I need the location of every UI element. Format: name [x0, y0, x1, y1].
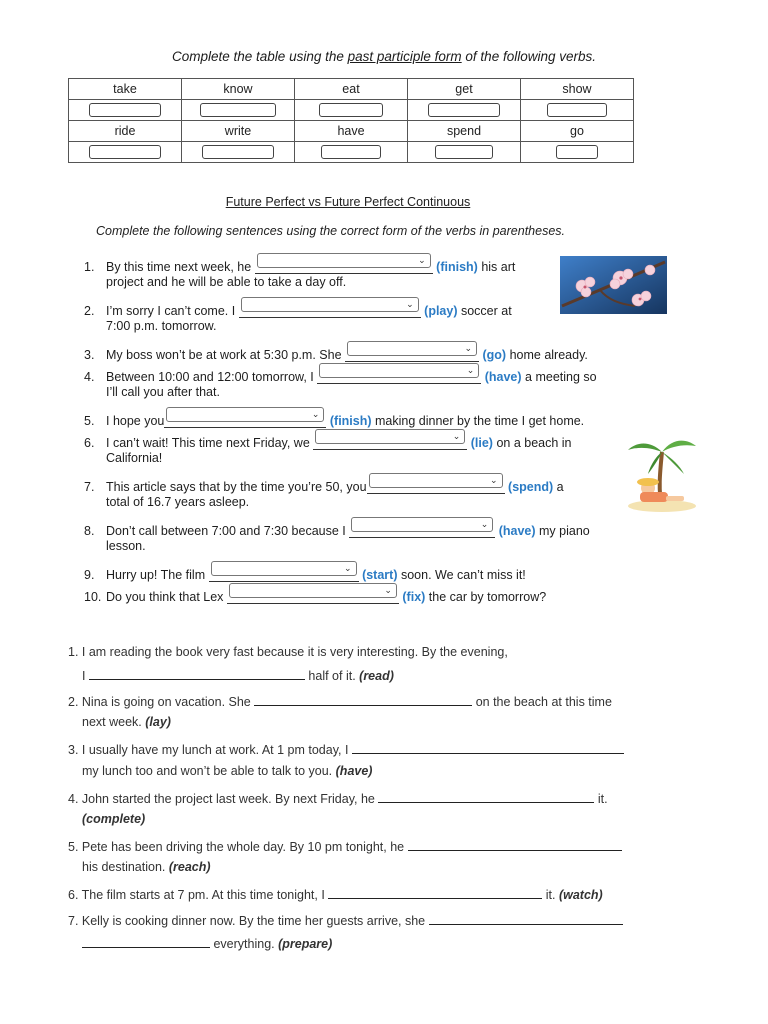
exercise-item: 10. Do you think that Lex ⌄ (fix) the car by tomorrow? — [84, 585, 547, 604]
exercise-item: 7. Kelly is cooking dinner now. By the time her guests arrive, she — [68, 912, 623, 929]
answer-blank[interactable] — [82, 935, 210, 948]
verb-cell: write — [182, 121, 295, 142]
exercise-item: 3. My boss won’t be at work at 5:30 p.m. She ⌄ (go) home already. — [84, 343, 588, 362]
answer-blank[interactable] — [378, 790, 594, 803]
past-participle-table — [68, 78, 634, 163]
answer-input[interactable] — [547, 103, 607, 117]
exercise-item-continued: I half of it. (read) — [82, 669, 394, 683]
answer-cell — [69, 142, 182, 163]
exercise-item: 2. I’m sorry I can’t come. I ⌄ (play) soccer at — [84, 299, 512, 318]
answer-cell — [69, 100, 182, 121]
exercise-item: 1. I am reading the book very fast because it is very interesting. By the evening, — [68, 645, 508, 659]
answer-blank[interactable] — [254, 693, 472, 706]
answer-input[interactable] — [435, 145, 493, 159]
answer-dropdown[interactable] — [367, 473, 505, 494]
verb-cell: go — [521, 121, 634, 142]
answer-cell — [408, 100, 521, 121]
verb-cell: show — [521, 79, 634, 100]
exercise-item-continued: 7:00 p.m. tomorrow. — [106, 319, 217, 333]
answer-cell — [182, 100, 295, 121]
answer-input[interactable] — [428, 103, 500, 117]
answer-input[interactable] — [556, 145, 598, 159]
answer-dropdown[interactable] — [349, 517, 495, 538]
chevron-down-icon: ⌄ — [466, 365, 475, 375]
chevron-down-icon: ⌄ — [464, 343, 473, 353]
answer-input[interactable] — [202, 145, 274, 159]
chevron-down-icon: ⌄ — [384, 585, 392, 595]
answer-cell — [521, 142, 634, 163]
answer-cell — [295, 142, 408, 163]
answer-dropdown[interactable] — [313, 429, 467, 450]
answer-dropdown[interactable] — [345, 341, 479, 362]
answer-input[interactable] — [200, 103, 276, 117]
chevron-down-icon: ⌄ — [452, 431, 461, 441]
exercise-item: 5. I hope you ⌄ (finish) making dinner by the time I get home. — [84, 409, 585, 428]
chevron-down-icon: ⌄ — [418, 255, 426, 265]
answer-cell — [182, 142, 295, 163]
chevron-down-icon: ⌄ — [490, 475, 498, 485]
answer-blank[interactable] — [89, 667, 305, 680]
exercise-item-continued: California! — [106, 451, 163, 465]
answer-blank[interactable] — [352, 741, 624, 754]
verb-cell: have — [295, 121, 408, 142]
exercise-item: 5. Pete has been driving the whole day. By 10 pm tonight, he — [68, 838, 622, 855]
exercise-item: 4. Between 10:00 and 12:00 tomorrow, I ⌄ (have) a meeting so — [84, 365, 597, 384]
exercise-item-continued: lesson. — [106, 539, 146, 553]
exercise-item-continued: I’ll call you after that. — [106, 385, 220, 399]
verb-cell: know — [182, 79, 295, 100]
section-instruction: Complete the following sentences using the correct form of the verbs in parentheses. — [96, 224, 566, 238]
verb-cell: take — [69, 79, 182, 100]
answer-dropdown[interactable] — [209, 561, 359, 582]
exercise-item-continued: total of 16.7 years asleep. — [106, 495, 250, 509]
instruction-text-end: of the following verbs. — [461, 49, 596, 64]
exercise-item-continued: project and he will be able to take a day off. — [106, 275, 347, 289]
verb-cell: eat — [295, 79, 408, 100]
exercise-item-continued: (complete) — [82, 812, 146, 826]
answer-blank[interactable] — [408, 838, 622, 851]
verb-cell: spend — [408, 121, 521, 142]
exercise-item: 6. I can’t wait! This time next Friday, we ⌄ (lie) on a beach in — [84, 431, 572, 450]
answer-input[interactable] — [319, 103, 383, 117]
exercise-item: 6. The film starts at 7 pm. At this time tonight, I it. (watch) — [68, 888, 603, 902]
instruction-text: Complete the table using the — [172, 49, 348, 64]
answer-cell — [521, 100, 634, 121]
chevron-down-icon: ⌄ — [311, 409, 320, 419]
exercise-item-continued: his destination. (reach) — [82, 860, 211, 874]
chevron-down-icon: ⌄ — [344, 563, 352, 573]
answer-blank[interactable] — [429, 912, 623, 925]
exercise-item-continued: next week. (lay) — [82, 715, 171, 729]
exercise-item: 9. Hurry up! The film ⌄ (start) soon. We can’t miss it! — [84, 563, 526, 582]
answer-dropdown[interactable] — [227, 583, 399, 604]
answer-dropdown[interactable] — [317, 363, 481, 384]
exercise-item: 2. Nina is going on vacation. She on the beach at this time — [68, 695, 612, 709]
answer-dropdown[interactable] — [239, 297, 421, 318]
exercise-item-continued: my lunch too and won’t be able to talk to you. (have) — [82, 764, 373, 778]
verb-cell: ride — [69, 121, 182, 142]
exercise-item: 3. I usually have my lunch at work. At 1 pm today, I — [68, 741, 624, 758]
answer-input[interactable] — [89, 103, 161, 117]
answer-cell — [295, 100, 408, 121]
answer-blank[interactable] — [328, 886, 542, 899]
table-instruction — [0, 49, 768, 64]
exercise-item: 1. By this time next week, he ⌄ (finish) his art — [84, 255, 516, 274]
answer-input[interactable] — [89, 145, 161, 159]
beach-illustration — [626, 432, 698, 512]
exercise-item: 7. This article says that by the time you’re 50, you ⌄ (spend) a — [84, 475, 564, 494]
answer-dropdown[interactable] — [164, 407, 326, 428]
answer-dropdown[interactable] — [255, 253, 433, 274]
chevron-down-icon: ⌄ — [480, 519, 489, 529]
exercise-item: 8. Don’t call between 7:00 and 7:30 because I ⌄ (have) my piano — [84, 519, 590, 538]
section-title: Future Perfect vs Future Perfect Continuous — [225, 195, 471, 209]
answer-input[interactable] — [321, 145, 381, 159]
chevron-down-icon: ⌄ — [406, 299, 414, 309]
exercise-item: 4. John started the project last week. By next Friday, he it. — [68, 792, 608, 806]
blossom-branch-illustration — [560, 256, 667, 314]
exercise-item-continued: everything. (prepare) — [82, 935, 332, 952]
answer-cell — [408, 142, 521, 163]
instruction-underlined: past participle form — [347, 49, 462, 64]
verb-cell: get — [408, 79, 521, 100]
